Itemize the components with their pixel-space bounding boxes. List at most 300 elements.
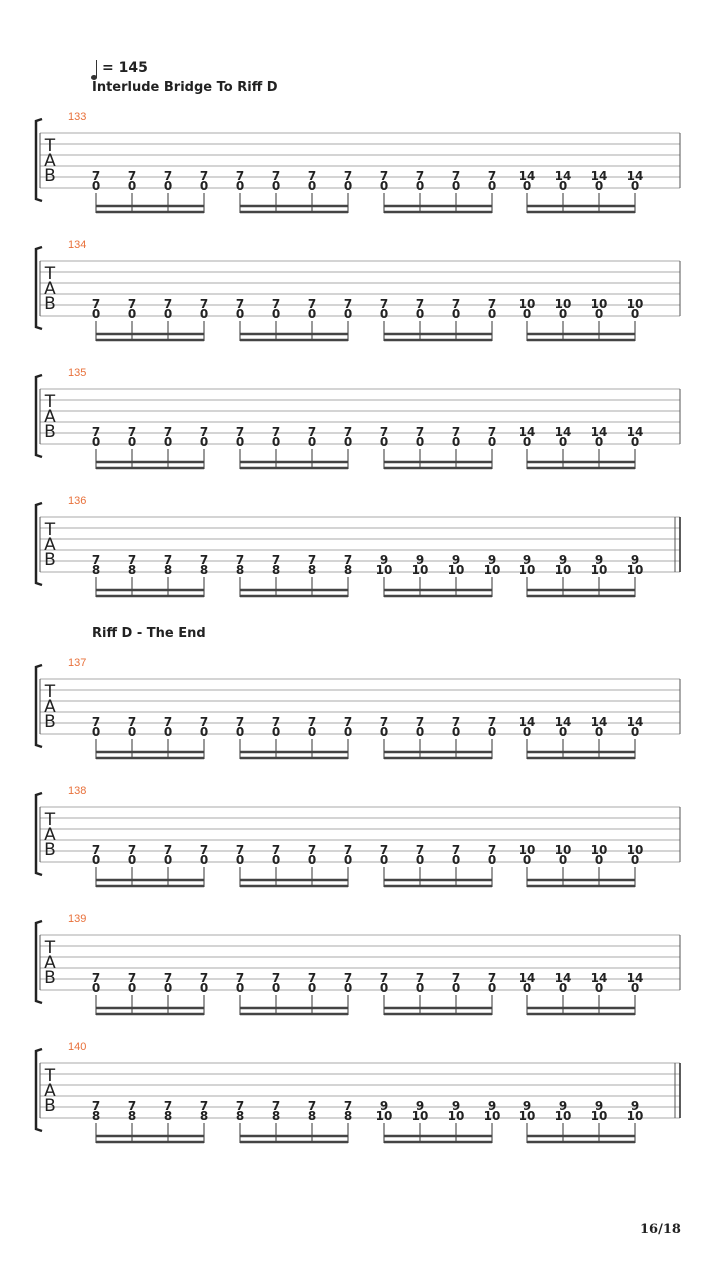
fret-number-low: 0 [307,179,317,193]
tab-clef-letter: A [44,151,56,171]
tab-system-140 [36,1041,680,1143]
fret-number-low: 0 [163,307,173,321]
fret-number-low: 0 [235,307,245,321]
fret-number-high: 7 [163,297,173,311]
fret-number-high: 7 [415,169,425,183]
fret-number-high: 10 [518,843,536,857]
fret-number-low: 0 [630,725,640,739]
fret-number-high: 9 [594,553,604,567]
fret-number-high: 7 [271,297,281,311]
tab-clef-letter: B [44,712,56,732]
fret-number-low: 0 [558,179,568,193]
fret-number-low: 0 [522,435,532,449]
fret-number-low: 0 [127,853,137,867]
fret-number-high: 9 [558,553,568,567]
fret-number-high: 9 [451,1099,461,1113]
fret-number-high: 7 [487,425,497,439]
fret-number-high: 7 [235,169,245,183]
fret-number-low: 0 [91,435,101,449]
fret-number-low: 0 [558,981,568,995]
fret-number-high: 7 [271,843,281,857]
fret-number-high: 7 [271,1099,281,1113]
fret-number-high: 7 [379,169,389,183]
tab-clef-letter: A [44,1081,56,1101]
fret-number-high: 7 [199,553,209,567]
fret-number-high: 7 [379,843,389,857]
tab-clef-letter: B [44,422,56,442]
fret-number-high: 14 [518,715,536,729]
fret-number-high: 7 [451,971,461,985]
fret-number-high: 9 [379,1099,389,1113]
fret-number-low: 0 [271,981,281,995]
fret-number-high: 9 [487,553,497,567]
fret-number-high: 7 [235,971,245,985]
fret-number-low: 8 [163,563,173,577]
fret-number-high: 7 [343,1099,353,1113]
fret-number-low: 8 [307,1109,317,1123]
fret-number-low: 0 [271,179,281,193]
fret-number-high: 7 [163,715,173,729]
fret-number-low: 10 [411,1109,429,1123]
fret-number-low: 0 [415,853,425,867]
fret-number-high: 7 [487,971,497,985]
fret-number-high: 7 [163,971,173,985]
fret-number-high: 14 [518,425,536,439]
system-bracket [36,793,42,875]
system-bracket [36,503,42,585]
fret-number-low: 0 [451,725,461,739]
system-bracket [36,375,42,457]
fret-number-high: 7 [487,169,497,183]
fret-number-low: 0 [487,435,497,449]
fret-number-low: 10 [554,563,572,577]
fret-number-low: 0 [307,725,317,739]
section-title-riff-d: Riff D - The End [92,626,206,641]
fret-number-high: 9 [594,1099,604,1113]
fret-number-high: 7 [91,425,101,439]
fret-number-high: 7 [451,425,461,439]
fret-number-high: 9 [415,553,425,567]
fret-number-high: 7 [343,843,353,857]
fret-number-low: 0 [451,981,461,995]
measure-number: 135 [68,367,87,379]
fret-number-high: 7 [487,715,497,729]
fret-number-high: 7 [127,715,137,729]
fret-number-high: 7 [199,843,209,857]
tab-clef-letter: T [44,136,56,156]
fret-number-high: 9 [487,1099,497,1113]
system-bracket [36,921,42,1003]
fret-number-high: 14 [554,715,572,729]
fret-number-low: 0 [558,853,568,867]
fret-number-high: 7 [163,425,173,439]
fret-number-low: 10 [411,563,429,577]
fret-number-high: 7 [343,971,353,985]
fret-number-low: 0 [522,853,532,867]
tab-clef-letter: T [44,392,56,412]
fret-number-high: 7 [307,297,317,311]
fret-number-high: 10 [590,297,608,311]
fret-number-high: 9 [415,1099,425,1113]
fret-number-low: 0 [307,307,317,321]
fret-number-low: 0 [630,307,640,321]
fret-number-low: 0 [307,853,317,867]
fret-number-high: 7 [199,715,209,729]
fret-number-low: 0 [415,981,425,995]
fret-number-low: 8 [127,563,137,577]
fret-number-high: 14 [554,425,572,439]
fret-number-low: 10 [375,1109,393,1123]
fret-number-high: 14 [626,971,644,985]
fret-number-high: 7 [379,425,389,439]
fret-number-high: 7 [451,843,461,857]
fret-number-low: 10 [590,1109,608,1123]
fret-number-high: 7 [451,297,461,311]
fret-number-high: 7 [199,297,209,311]
fret-number-high: 7 [235,1099,245,1113]
measure-number: 140 [68,1041,87,1053]
fret-number-high: 7 [235,425,245,439]
tab-clef-letter: A [44,407,56,427]
fret-number-high: 7 [307,715,317,729]
fret-number-low: 0 [199,307,209,321]
fret-number-high: 7 [271,971,281,985]
section-title-interlude: Interlude Bridge To Riff D [92,80,278,95]
fret-number-low: 0 [91,725,101,739]
fret-number-high: 14 [590,169,608,183]
fret-number-low: 0 [594,981,604,995]
fret-number-low: 0 [163,853,173,867]
fret-number-low: 0 [415,307,425,321]
page-number: 16/18 [640,1222,681,1237]
fret-number-low: 10 [590,563,608,577]
fret-number-high: 14 [590,971,608,985]
tab-clef-letter: B [44,968,56,988]
fret-number-low: 0 [487,179,497,193]
fret-number-high: 14 [626,169,644,183]
fret-number-low: 0 [415,179,425,193]
fret-number-high: 7 [307,843,317,857]
fret-number-high: 9 [630,1099,640,1113]
fret-number-high: 7 [271,169,281,183]
fret-number-low: 0 [451,179,461,193]
fret-number-high: 14 [626,715,644,729]
fret-number-low: 8 [127,1109,137,1123]
tab-clef-letter: A [44,825,56,845]
tab-clef-letter: B [44,294,56,314]
fret-number-low: 0 [558,435,568,449]
fret-number-low: 0 [307,435,317,449]
fret-number-low: 0 [271,725,281,739]
fret-number-high: 7 [91,169,101,183]
tab-clef-letter: B [44,1096,56,1116]
tab-system-138 [36,785,680,887]
fret-number-high: 7 [199,169,209,183]
fret-number-low: 0 [343,179,353,193]
fret-number-high: 7 [127,297,137,311]
fret-number-low: 0 [594,179,604,193]
fret-number-low: 0 [594,853,604,867]
tab-clef-letter: A [44,535,56,555]
fret-number-high: 7 [451,169,461,183]
fret-number-high: 7 [487,297,497,311]
fret-number-low: 0 [415,435,425,449]
fret-number-high: 7 [163,169,173,183]
fret-number-high: 9 [558,1099,568,1113]
fret-number-high: 10 [590,843,608,857]
measure-number: 134 [68,239,87,251]
fret-number-high: 9 [522,1099,532,1113]
tab-clef-letter: A [44,953,56,973]
fret-number-low: 0 [522,179,532,193]
fret-number-high: 7 [235,553,245,567]
tab-clef-letter: T [44,810,56,830]
tab-system-133 [36,111,680,213]
fret-number-low: 8 [343,1109,353,1123]
tab-system-135 [36,367,680,469]
fret-number-high: 9 [630,553,640,567]
tab-system-137 [36,657,680,759]
tab-clef-letter: T [44,264,56,284]
fret-number-low: 10 [447,563,465,577]
tab-system-139 [36,913,680,1015]
fret-number-high: 14 [590,715,608,729]
fret-number-low: 0 [343,725,353,739]
tab-clef-letter: T [44,520,56,540]
fret-number-high: 7 [343,169,353,183]
fret-number-low: 0 [271,853,281,867]
fret-number-low: 8 [163,1109,173,1123]
fret-number-low: 10 [447,1109,465,1123]
fret-number-high: 7 [271,553,281,567]
fret-number-low: 0 [91,307,101,321]
fret-number-low: 0 [235,435,245,449]
fret-number-low: 8 [91,563,101,577]
fret-number-low: 0 [343,981,353,995]
fret-number-high: 7 [91,297,101,311]
fret-number-low: 0 [163,981,173,995]
fret-number-low: 0 [379,853,389,867]
fret-number-high: 7 [307,169,317,183]
fret-number-low: 0 [451,435,461,449]
measure-number: 138 [68,785,87,797]
fret-number-low: 0 [127,725,137,739]
tab-system-134 [36,239,680,341]
fret-number-low: 0 [163,179,173,193]
tempo-value: = 145 [102,60,148,76]
fret-number-low: 0 [235,853,245,867]
fret-number-low: 8 [343,563,353,577]
fret-number-high: 7 [199,1099,209,1113]
fret-number-low: 8 [235,563,245,577]
fret-number-high: 7 [199,971,209,985]
fret-number-low: 0 [199,725,209,739]
tab-clef-letter: A [44,279,56,299]
fret-number-low: 0 [307,981,317,995]
fret-number-low: 0 [522,981,532,995]
fret-number-high: 7 [235,715,245,729]
fret-number-high: 7 [415,971,425,985]
fret-number-high: 7 [271,715,281,729]
fret-number-low: 0 [271,307,281,321]
fret-number-high: 10 [518,297,536,311]
fret-number-high: 7 [307,971,317,985]
tab-clef-letter: B [44,840,56,860]
fret-number-high: 7 [163,553,173,567]
fret-number-low: 0 [558,307,568,321]
fret-number-high: 7 [199,425,209,439]
tab-clef-letter: T [44,938,56,958]
fret-number-high: 7 [127,425,137,439]
fret-number-low: 0 [235,725,245,739]
fret-number-low: 10 [483,1109,501,1123]
fret-number-high: 7 [415,297,425,311]
fret-number-high: 10 [554,297,572,311]
fret-number-low: 0 [594,307,604,321]
fret-number-high: 14 [518,971,536,985]
fret-number-low: 0 [594,435,604,449]
fret-number-high: 7 [91,1099,101,1113]
system-bracket [36,247,42,329]
fret-number-low: 0 [487,853,497,867]
fret-number-low: 0 [127,981,137,995]
fret-number-low: 0 [630,179,640,193]
fret-number-low: 0 [522,725,532,739]
fret-number-low: 8 [199,1109,209,1123]
fret-number-low: 0 [271,435,281,449]
fret-number-high: 14 [554,971,572,985]
fret-number-low: 0 [91,981,101,995]
tab-clef-letter: B [44,550,56,570]
fret-number-high: 7 [127,553,137,567]
fret-number-low: 0 [451,307,461,321]
fret-number-high: 7 [127,169,137,183]
fret-number-low: 0 [630,981,640,995]
fret-number-low: 0 [235,981,245,995]
fret-number-high: 7 [379,715,389,729]
fret-number-low: 0 [343,435,353,449]
fret-number-low: 0 [163,725,173,739]
fret-number-high: 7 [343,715,353,729]
tab-clef-letter: A [44,697,56,717]
measure-number: 137 [68,657,87,669]
fret-number-low: 0 [199,981,209,995]
fret-number-low: 8 [91,1109,101,1123]
tab-clef-letter: T [44,1066,56,1086]
fret-number-high: 7 [91,553,101,567]
fret-number-high: 7 [343,425,353,439]
fret-number-high: 10 [626,843,644,857]
fret-number-high: 7 [307,553,317,567]
fret-number-low: 0 [379,307,389,321]
fret-number-high: 7 [235,843,245,857]
fret-number-low: 8 [307,563,317,577]
fret-number-high: 7 [127,843,137,857]
fret-number-high: 7 [127,971,137,985]
fret-number-low: 0 [630,435,640,449]
fret-number-high: 7 [379,297,389,311]
fret-number-high: 9 [522,553,532,567]
tab-system-136 [36,495,680,597]
fret-number-low: 0 [163,435,173,449]
measure-number: 133 [68,111,87,123]
fret-number-low: 0 [127,435,137,449]
fret-number-low: 8 [271,563,281,577]
fret-number-low: 0 [235,179,245,193]
fret-number-low: 0 [487,981,497,995]
fret-number-high: 7 [127,1099,137,1113]
fret-number-low: 0 [558,725,568,739]
fret-number-low: 10 [626,563,644,577]
fret-number-high: 14 [518,169,536,183]
fret-number-high: 7 [415,425,425,439]
fret-number-high: 7 [163,1099,173,1113]
fret-number-low: 8 [271,1109,281,1123]
fret-number-low: 0 [91,179,101,193]
fret-number-low: 10 [518,1109,536,1123]
fret-number-high: 10 [626,297,644,311]
fret-number-low: 0 [91,853,101,867]
fret-number-low: 0 [630,853,640,867]
fret-number-low: 10 [483,563,501,577]
fret-number-low: 0 [379,725,389,739]
fret-number-low: 10 [518,563,536,577]
fret-number-high: 7 [163,843,173,857]
fret-number-low: 0 [451,853,461,867]
fret-number-high: 7 [343,297,353,311]
fret-number-high: 7 [271,425,281,439]
fret-number-low: 8 [235,1109,245,1123]
system-bracket [36,665,42,747]
fret-number-high: 10 [554,843,572,857]
fret-number-high: 9 [379,553,389,567]
fret-number-high: 7 [91,715,101,729]
measure-number: 139 [68,913,87,925]
tab-clef-letter: B [44,166,56,186]
fret-number-high: 7 [307,425,317,439]
fret-number-low: 0 [379,435,389,449]
measure-number: 136 [68,495,87,507]
fret-number-high: 7 [415,843,425,857]
fret-number-high: 9 [451,553,461,567]
fret-number-high: 7 [451,715,461,729]
fret-number-low: 0 [487,725,497,739]
fret-number-low: 0 [487,307,497,321]
fret-number-high: 7 [487,843,497,857]
fret-number-low: 0 [379,179,389,193]
fret-number-high: 7 [415,715,425,729]
fret-number-low: 0 [379,981,389,995]
fret-number-low: 8 [199,563,209,577]
fret-number-high: 14 [590,425,608,439]
fret-number-low: 0 [594,725,604,739]
fret-number-low: 0 [127,307,137,321]
fret-number-low: 0 [343,307,353,321]
fret-number-low: 0 [199,853,209,867]
tab-clef-letter: T [44,682,56,702]
system-bracket [36,1049,42,1131]
fret-number-low: 0 [522,307,532,321]
system-bracket [36,119,42,201]
fret-number-high: 7 [307,1099,317,1113]
fret-number-high: 7 [235,297,245,311]
fret-number-high: 7 [379,971,389,985]
fret-number-low: 0 [415,725,425,739]
fret-number-high: 7 [343,553,353,567]
fret-number-high: 14 [554,169,572,183]
fret-number-low: 10 [375,563,393,577]
fret-number-low: 10 [626,1109,644,1123]
